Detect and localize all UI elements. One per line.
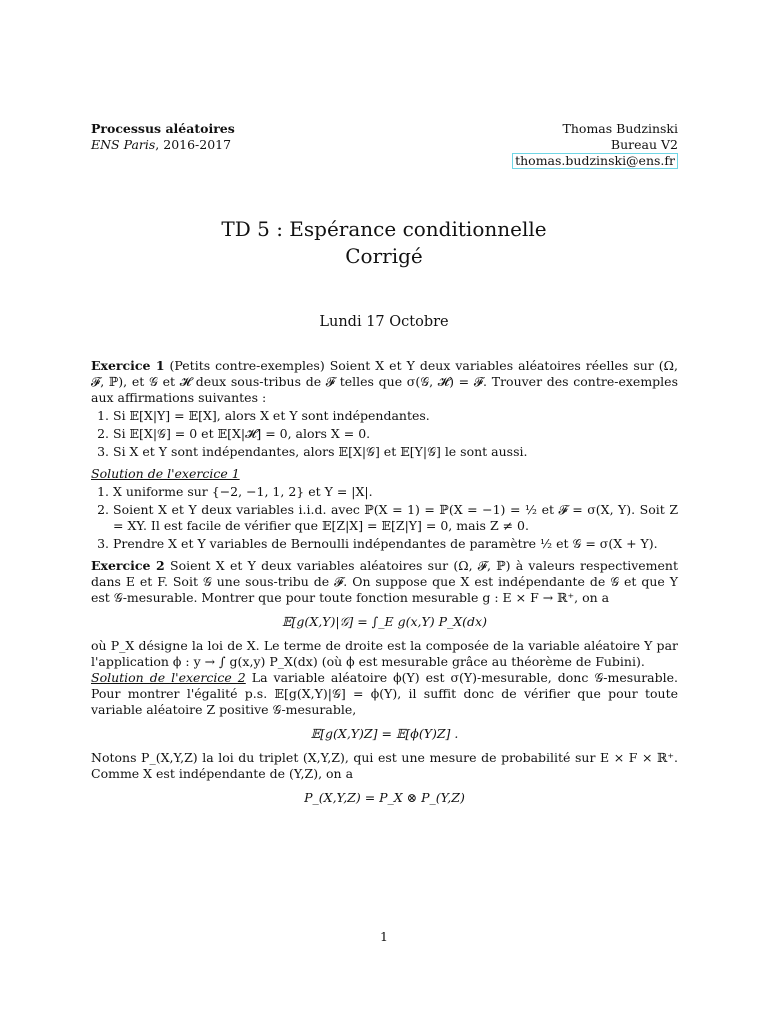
author-name: Thomas Budzinski	[562, 121, 678, 136]
exercise-2-label: Exercice 2	[91, 558, 165, 573]
exercise-2-intro: Soient X et Y deux variables aléatoires sur (Ω, 𝓕, ℙ) à valeurs respectivement dans E et F. Soit 𝒢 une sous-tribu de 𝓕. On suppose que X est indépendante de 𝒢 et que Y est 𝒢-mesurable. Montrer que pour toute fonction mesurable g : E × F → ℝ⁺, on a	[91, 558, 679, 605]
solution-2-title: Solution de l'exercice 2	[91, 670, 246, 685]
page-number: 1	[380, 929, 388, 944]
list-item: 3. Prendre X et Y variables de Bernoulli indépendantes de paramètre ½ et 𝒢 = σ(X + Y).	[113, 536, 678, 552]
list-item: 2. Soient X et Y deux variables i.i.d. avec ℙ(X = 1) = ℙ(X = −1) = ½ et 𝓕 = σ(X, Y). Soit Z = XY. Il est facile de vérifier que 𝔼[Z|X] = 𝔼[Z|Y] = 0, mais Z ≠ 0.	[113, 502, 678, 534]
header-left	[91, 121, 235, 153]
school-line	[91, 137, 235, 153]
title-line-2: Corrigé	[345, 244, 423, 268]
list-item: 1. Si 𝔼[X|Y] = 𝔼[X], alors X et Y sont indépendantes.	[113, 408, 678, 424]
course-title: Processus aléatoires	[91, 121, 235, 136]
session-date: Lundi 17 Octobre	[319, 314, 449, 330]
exercise-2-after: où P_X désigne la loi de X. Le terme de droite est la composée de la variable aléatoire Y par l'application ϕ : y → ∫ g(x,y) P_X(dx) (où ϕ est mesurable grâce au théorème de Fubini).	[91, 638, 678, 669]
exercise-1-intro: (Petits contre-exemples) Soient X et Y deux variables aléatoires réelles sur (Ω, 𝓕, ℙ), et 𝒢 et 𝓗 deux sous-tribus de 𝓕 telles que σ(𝒢, 𝓗) = 𝓕. Trouver des contre-exemples aux affirmations suivantes :	[91, 358, 678, 405]
solution-1-title: Solution de l'exercice 1	[91, 466, 240, 481]
list-item: 3. Si X et Y sont indépendantes, alors 𝔼[X|𝒢] et 𝔼[Y|𝒢] le sont aussi.	[113, 444, 678, 460]
school-year: , 2016-2017	[155, 137, 232, 152]
exercise-1-list	[91, 408, 678, 460]
document-body	[91, 358, 678, 814]
list-item: 2. Si 𝔼[X|𝒢] = 0 et 𝔼[X|𝓗] = 0, alors X = 0.	[113, 426, 678, 442]
solution-2	[91, 670, 678, 718]
list-item: 1. X uniforme sur {−2, −1, 1, 2} et Y = |X|.	[113, 484, 678, 500]
header-right	[512, 121, 678, 169]
solution-2-text-2: Notons P_(X,Y,Z) la loi du triplet (X,Y,Z), qui est une mesure de probabilité sur E × F × ℝ⁺. Comme X est indépendante de (Y,Z), on a	[91, 750, 678, 781]
title-line-1: TD 5 : Espérance conditionnelle	[221, 217, 547, 241]
exercise-1	[91, 358, 678, 406]
solution-2-text-1: La variable aléatoire ϕ(Y) est σ(Y)-mesurable, donc 𝒢-mesurable. Pour montrer l'égalité p.s. 𝔼[g(X,Y)|𝒢] = ϕ(Y), il suffit donc de vérifier que pour toute variable aléatoire Z positive 𝒢-mesurable,	[91, 670, 678, 717]
office: Bureau V2	[610, 137, 678, 152]
solution-2-equation-1: 𝔼[g(X,Y)Z] = 𝔼[ϕ(Y)Z] .	[310, 726, 459, 741]
solution-1	[91, 466, 678, 482]
exercise-2	[91, 558, 678, 606]
school-name: ENS Paris	[91, 137, 156, 152]
solution-2-equation-2: P_(X,Y,Z) = P_X ⊗ P_(Y,Z)	[304, 790, 465, 805]
solution-1-list	[91, 484, 678, 552]
document-title	[0, 216, 768, 270]
exercise-2-equation: 𝔼[g(X,Y)|𝒢] = ∫_E g(x,Y) P_X(dx)	[282, 614, 487, 629]
email-link[interactable]: thomas.budzinski@ens.fr	[512, 153, 678, 169]
exercise-1-label: Exercice 1	[91, 358, 165, 373]
